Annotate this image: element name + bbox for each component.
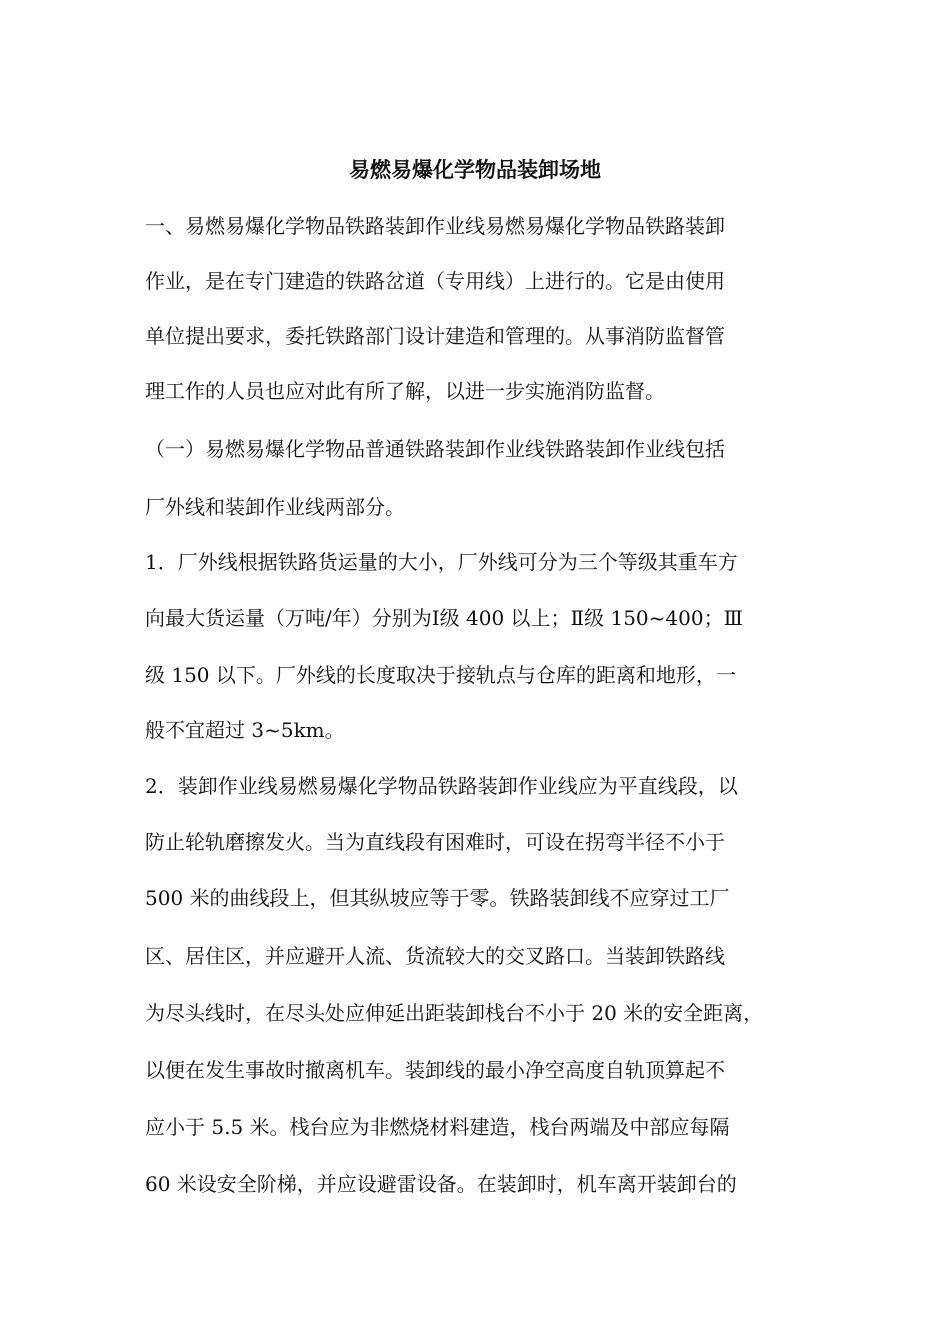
- paragraph-line: 防止轮轨磨擦发火。当为直线段有困难时，可设在拐弯半径不小于: [145, 830, 725, 854]
- paragraph-line: 以便在发生事故时撤离机车。装卸线的最小净空高度自轨顶算起不: [145, 1058, 725, 1082]
- paragraph-line: 区、居住区，并应避开人流、货流较大的交叉路口。当装卸铁路线: [145, 944, 725, 968]
- paragraph-line: 理工作的人员也应对此有所了解，以进一步实施消防监督。: [145, 379, 665, 403]
- paragraph-line: 应小于 5.5 米。栈台应为非燃烧材料建造，栈台两端及中部应每隔: [145, 1115, 730, 1139]
- paragraph-line: 1．厂外线根据铁路货运量的大小，厂外线可分为三个等级其重车方: [145, 550, 738, 574]
- paragraph-line: 2．装卸作业线易燃易爆化学物品铁路装卸作业线应为平直线段，以: [145, 774, 738, 798]
- paragraph-line: 向最大货运量（万吨/年）分别为Ⅰ级 400 以上；Ⅱ级 150~400；Ⅲ: [145, 606, 743, 630]
- paragraph-line: （一）易燃易爆化学物品普通铁路装卸作业线铁路装卸作业线包括: [145, 437, 725, 461]
- paragraph-line: 厂外线和装卸作业线两部分。: [145, 495, 405, 519]
- document-title: 易燃易爆化学物品装卸场地: [349, 157, 601, 182]
- paragraph-line: 一、易燃易爆化学物品铁路装卸作业线易燃易爆化学物品铁路装卸: [145, 214, 725, 238]
- paragraph-line: 般不宜超过 3~5km。: [145, 718, 345, 742]
- paragraph-line: 作业，是在专门建造的铁路岔道（专用线）上进行的。它是由使用: [145, 269, 725, 293]
- paragraph-line: 60 米设安全阶梯，并应设避雷设备。在装卸时，机车离开装卸台的: [145, 1172, 737, 1196]
- paragraph-line: 为尽头线时，在尽头处应伸延出距装卸栈台不小于 20 米的安全距离，: [145, 1001, 764, 1025]
- paragraph-line: 级 150 以下。厂外线的长度取决于接轨点与仓库的距离和地形，一: [145, 663, 736, 687]
- paragraph-line: 500 米的曲线段上，但其纵坡应等于零。铁路装卸线不应穿过工厂: [145, 886, 730, 910]
- paragraph-line: 单位提出要求，委托铁路部门设计建造和管理的。从事消防监督管: [145, 324, 725, 348]
